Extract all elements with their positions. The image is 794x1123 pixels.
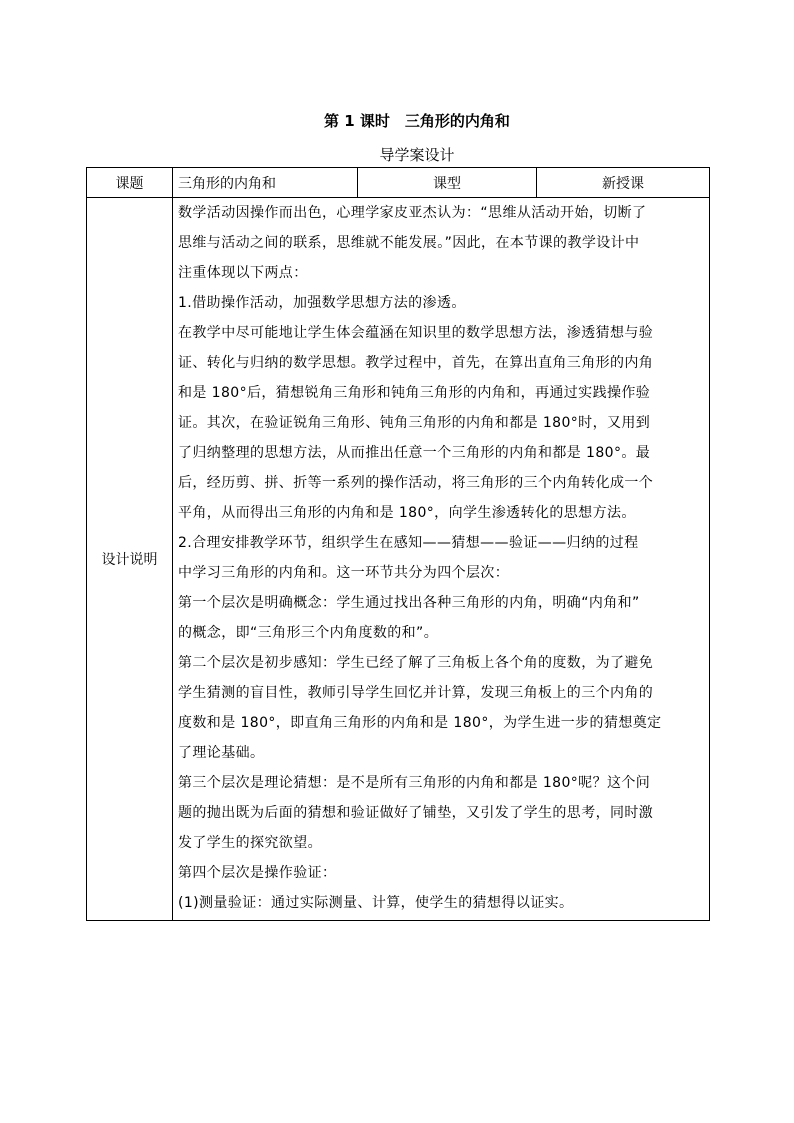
design-text-line: 在教学中尽可能地让学生体会蕴涵在知识里的数学思想方法，渗透猜想与验: [178, 325, 654, 341]
type-value: 新授课: [537, 168, 710, 198]
design-text-line: 第一个层次是明确概念：学生通过找出各种三角形的内角，明确“内角和”: [178, 595, 640, 611]
page-title: 第 1 课时 三角形的内角和: [324, 112, 510, 130]
design-text-line: 第四个层次是操作验证：: [178, 865, 337, 881]
design-row: [87, 198, 710, 921]
design-text-line: 题的抛出既为后面的猜想和验证做好了铺垫，又引发了学生的思考，同时激: [178, 805, 654, 821]
design-text-line: 证。其次，在验证锐角三角形、钝角三角形的内角和都是 180°时，又用到: [178, 415, 651, 431]
design-text-line: 1.借助操作活动，加强数学思想方法的渗透。: [178, 295, 466, 311]
design-text-line: 发了学生的探究欲望。: [178, 835, 322, 851]
design-label: 设计说明: [87, 198, 173, 921]
lesson-design-table: [86, 167, 710, 921]
design-content: [173, 198, 710, 921]
topic-value: 三角形的内角和: [173, 168, 358, 198]
design-text-line: 了归纳整理的思想方法，从而推出任意一个三角形的内角和都是 180°。最: [178, 445, 651, 461]
design-text-line: 的概念，即“三角形三个内角度数的和”。: [178, 625, 439, 641]
design-text-line: 第三个层次是理论猜想：是不是所有三角形的内角和都是 180°呢？这个问: [178, 775, 651, 791]
design-text-line: (1)测量验证：通过实际测量、计算，使学生的猜想得以证实。: [178, 895, 574, 911]
table-header-row: [87, 168, 710, 198]
design-text-line: 度数和是 180°，即直角三角形的内角和是 180°，为学生进一步的猜想奠定: [178, 715, 662, 731]
design-text-line: 数学活动因操作而出色，心理学家皮亚杰认为：“思维从活动开始，切断了: [178, 205, 647, 221]
design-text-line: 和是 180°后，猜想锐角三角形和钝角三角形的内角和，再通过实践操作验: [178, 385, 651, 401]
topic-label: 课题: [87, 168, 173, 198]
type-label: 课型: [358, 168, 537, 198]
design-text-line: 证、转化与归纳的数学思想。教学过程中，首先，在算出直角三角形的内角: [178, 355, 654, 371]
design-text-line: 思维与活动之间的联系，思维就不能发展。”因此，在本节课的教学设计中: [178, 235, 640, 251]
design-text-line: 中学习三角形的内角和。这一环节共分为四个层次：: [178, 565, 510, 581]
design-text-line: 学生猜测的盲目性，教师引导学生回忆并计算，发现三角板上的三个内角的: [178, 685, 654, 701]
design-text-line: 平角，从而得出三角形的内角和是 180°，向学生渗透转化的思想方法。: [178, 505, 636, 521]
design-text-line: 注重体现以下两点：: [178, 265, 308, 281]
design-text-line: 第二个层次是初步感知：学生已经了解了三角板上各个角的度数，为了避免: [178, 655, 654, 671]
design-text-line: 了理论基础。: [178, 745, 265, 761]
design-text-line: 后，经历剪、拼、折等一系列的操作活动，将三角形的三个内角转化成一个: [178, 475, 654, 491]
page-subtitle: 导学案设计: [379, 146, 455, 164]
design-text-line: 2.合理安排教学环节，组织学生在感知——猜想——验证——归纳的过程: [178, 535, 639, 551]
